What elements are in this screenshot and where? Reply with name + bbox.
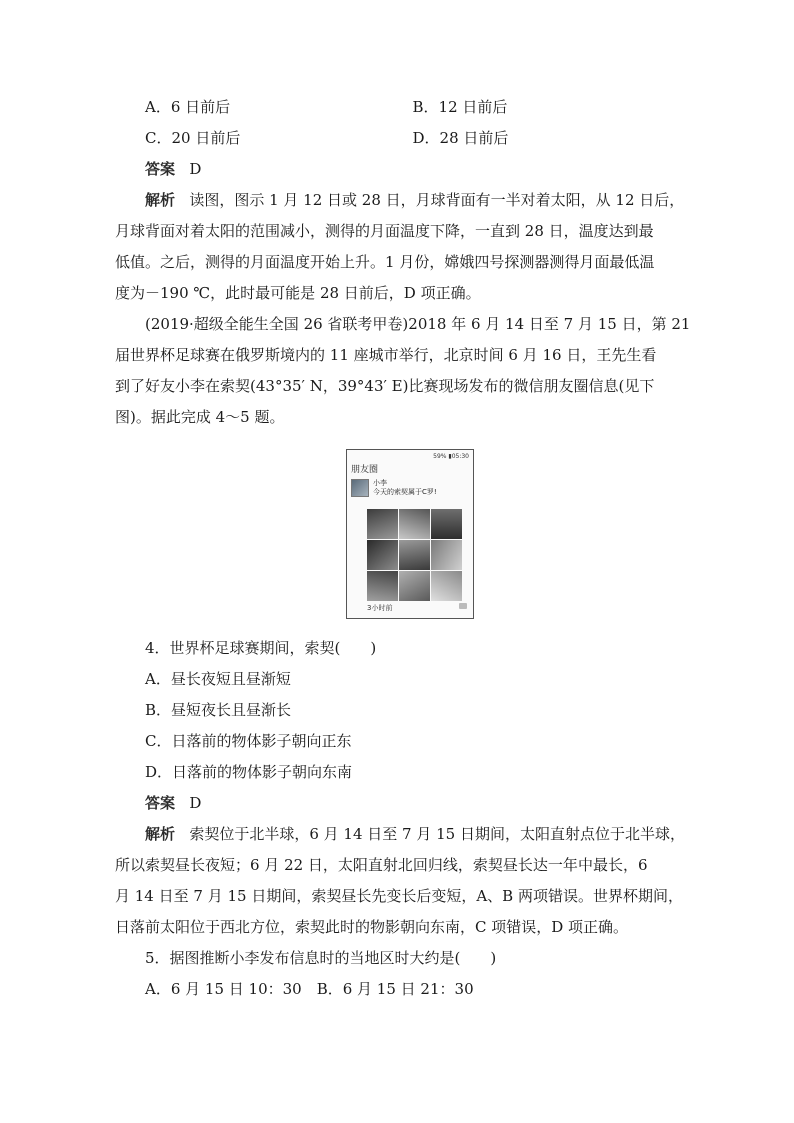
answer-value: D xyxy=(189,794,202,812)
q3-explanation xyxy=(115,185,685,309)
stem-line-4: 图)。据此完成 4～5 题。 xyxy=(115,408,285,426)
stem-line-2: 届世界杯足球赛在俄罗斯境内的 11 座城市举行，北京时间 6 月 16 日，王先生看 xyxy=(115,346,657,364)
q5-options-ab: A．6 月 15 日 10：30 B．6 月 15 日 21：30 xyxy=(145,980,474,998)
explain-line-1: 索契位于北半球，6 月 14 日至 7 月 15 日期间，太阳直射点位于北半球， xyxy=(189,825,685,843)
explain-line-2: 月球背面对着太阳的范围减小，测得的月面温度下降，一直到 28 日，温度达到最 xyxy=(115,222,654,240)
photo-thumbnail xyxy=(367,571,398,601)
document-page-lower xyxy=(115,633,685,1005)
q4-option-b: B．昼短夜长且昼渐长 xyxy=(145,701,292,719)
q3-options-row-1 xyxy=(145,92,680,123)
answer-tag: 答案 xyxy=(145,160,176,178)
stem-line-1: (2019·超级全能生全国 26 省联考甲卷)2018 年 6 月 14 日至 7 月 15 日，第 21 xyxy=(145,315,691,333)
document-page xyxy=(115,92,691,433)
post-header xyxy=(347,477,473,503)
q4-explanation xyxy=(115,819,685,943)
avatar xyxy=(351,479,369,497)
q3-option-a: A．6 日前后 xyxy=(145,98,231,116)
more-icon xyxy=(459,603,467,609)
photo-thumbnail xyxy=(431,509,462,539)
explain-line-3: 月 14 日至 7 月 15 日期间，索契昼长先变长后变短，A、B 两项错误。世界杯期间， xyxy=(115,887,683,905)
phone-status-bar: 59% ▮05:30 xyxy=(433,453,469,460)
explain-line-1: 读图，图示 1 月 12 日或 28 日，月球背面有一半对着太阳，从 12 日后， xyxy=(189,191,685,209)
explain-line-2: 所以索契昼长夜短；6 月 22 日，太阳直射北回归线，索契昼长达一年中最长，6 xyxy=(115,856,648,874)
photo-thumbnail xyxy=(431,540,462,570)
wechat-moments-figure xyxy=(346,449,474,619)
post-user-name: 小李 xyxy=(373,479,387,487)
moments-title: 朋友圈 xyxy=(351,465,379,475)
q5-stem: 5．据图推断小李发布信息时的当地区时大约是( ) xyxy=(145,949,497,967)
photo-grid xyxy=(367,509,463,602)
q3-answer xyxy=(145,154,680,185)
q4-option-c: C．日落前的物体影子朝向正东 xyxy=(145,732,352,750)
photo-thumbnail xyxy=(367,509,398,539)
photo-thumbnail xyxy=(399,571,430,601)
photo-thumbnail xyxy=(367,540,398,570)
photo-thumbnail xyxy=(431,571,462,601)
question-stem xyxy=(115,309,691,433)
q4-answer xyxy=(145,788,680,819)
answer-value: D xyxy=(189,160,202,178)
post-time: 3小时前 xyxy=(367,604,393,612)
explain-line-4: 日落前太阳位于西北方位，索契此时的物影朝向东南，C 项错误，D 项正确。 xyxy=(115,918,629,936)
q4-option-a: A．昼长夜短且昼渐短 xyxy=(145,670,291,688)
explain-line-3: 低值。之后，测得的月面温度开始上升。1 月份，嫦娥四号探测器测得月面最低温 xyxy=(115,253,655,271)
photo-thumbnail xyxy=(399,509,430,539)
q4-stem: 4．世界杯足球赛期间，索契( ) xyxy=(145,639,377,657)
q3-option-b: B．12 日前后 xyxy=(412,98,508,116)
explain-tag: 解析 xyxy=(145,825,176,843)
q3-options-row-2 xyxy=(145,123,680,154)
photo-thumbnail xyxy=(399,540,430,570)
post-text: 今天的索契属于C罗! xyxy=(373,488,437,496)
q3-option-d: D．28 日前后 xyxy=(412,129,509,147)
answer-tag: 答案 xyxy=(145,794,176,812)
stem-line-3: 到了好友小李在索契(43°35′ N，39°43′ E)比赛现场发布的微信朋友圈信息(见下 xyxy=(115,377,655,395)
explain-tag: 解析 xyxy=(145,191,176,209)
q3-option-c: C．20 日前后 xyxy=(145,129,241,147)
explain-line-4: 度为－190 ℃，此时最可能是 28 日前后，D 项正确。 xyxy=(115,284,481,302)
q4-option-d: D．日落前的物体影子朝向东南 xyxy=(145,763,353,781)
